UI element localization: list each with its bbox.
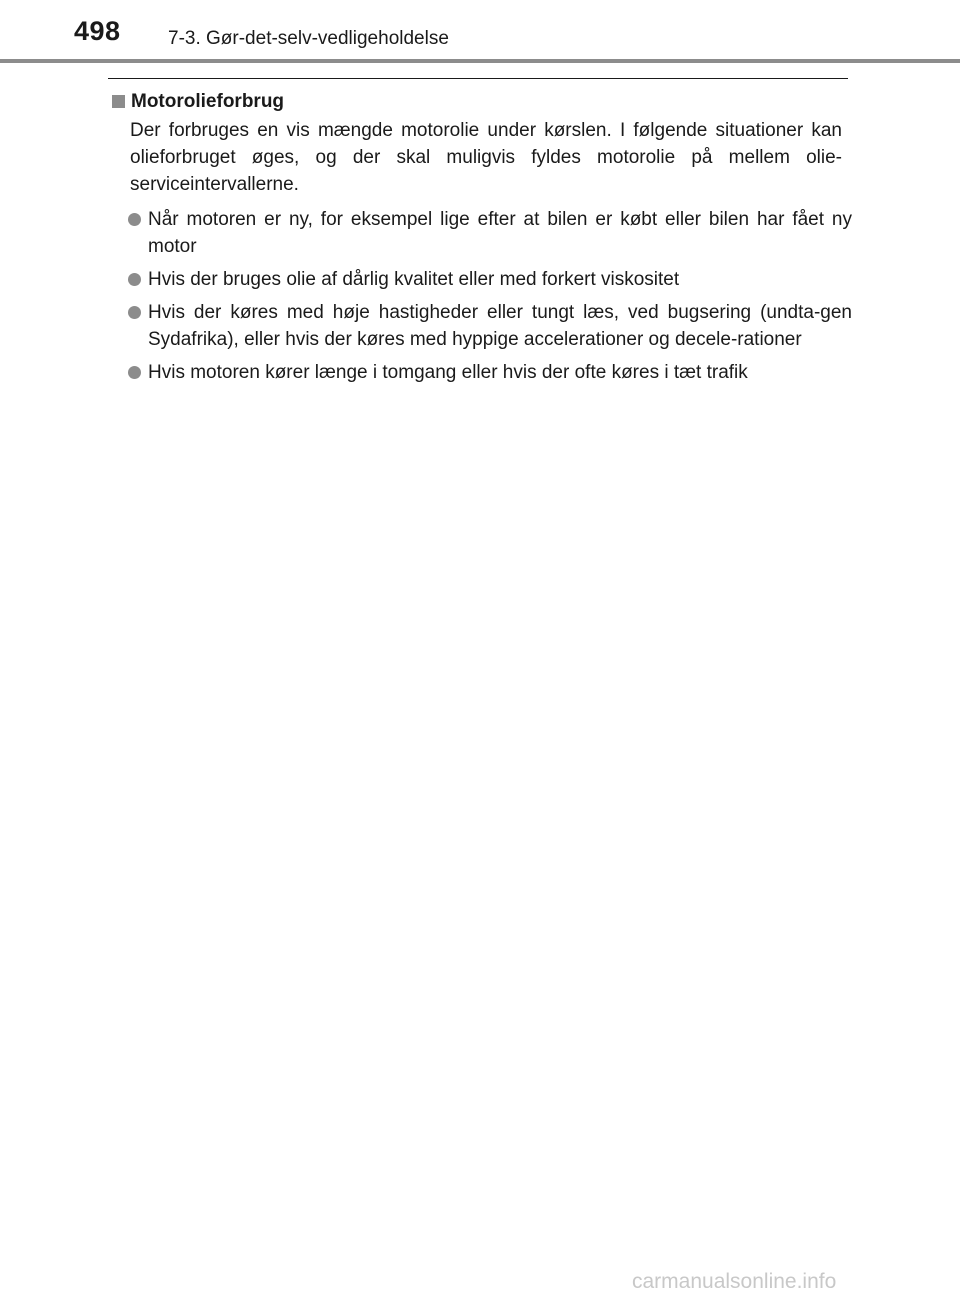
- circle-bullet-icon: [128, 273, 141, 286]
- list-item-text: Hvis der køres med høje hastigheder eller tungt læs, ved bugsering (undta-gen Sydafrika), eller hvis der køres med hyppige accelerationer og decele-rationer: [148, 302, 852, 350]
- bullet-list: [112, 206, 852, 386]
- section-heading-text: Motorolieforbrug: [131, 91, 285, 112]
- list-item: [112, 266, 852, 293]
- circle-bullet-icon: [128, 366, 141, 379]
- section-divider: [108, 78, 848, 79]
- list-item: [112, 206, 852, 260]
- list-item-text: Hvis motoren kører længe i tomgang eller hvis der ofte køres i tæt trafik: [148, 362, 748, 383]
- watermark: carmanualsonline.info: [632, 1270, 837, 1293]
- chapter-title: 7-3. Gør-det-selv-vedligeholdelse: [168, 28, 449, 49]
- circle-bullet-icon: [128, 213, 141, 226]
- section-heading: [112, 88, 852, 115]
- circle-bullet-icon: [128, 306, 141, 319]
- section-content: [112, 88, 852, 392]
- square-bullet-icon: [112, 95, 125, 108]
- page-number: 498: [74, 16, 121, 46]
- list-item: [112, 359, 852, 386]
- list-item-text: Hvis der bruges olie af dårlig kvalitet eller med forkert viskositet: [148, 269, 680, 290]
- list-item-text: Når motoren er ny, for eksempel lige efter at bilen er købt eller bilen har fået ny motor: [148, 209, 852, 257]
- header-divider: [0, 59, 960, 63]
- section-intro: Der forbruges en vis mængde motorolie under kørslen. I følgende situationer kan olieforbruget øges, og der skal muligvis fyldes motorolie på mellem olie-serviceintervallerne.: [130, 120, 842, 195]
- list-item: [112, 299, 852, 353]
